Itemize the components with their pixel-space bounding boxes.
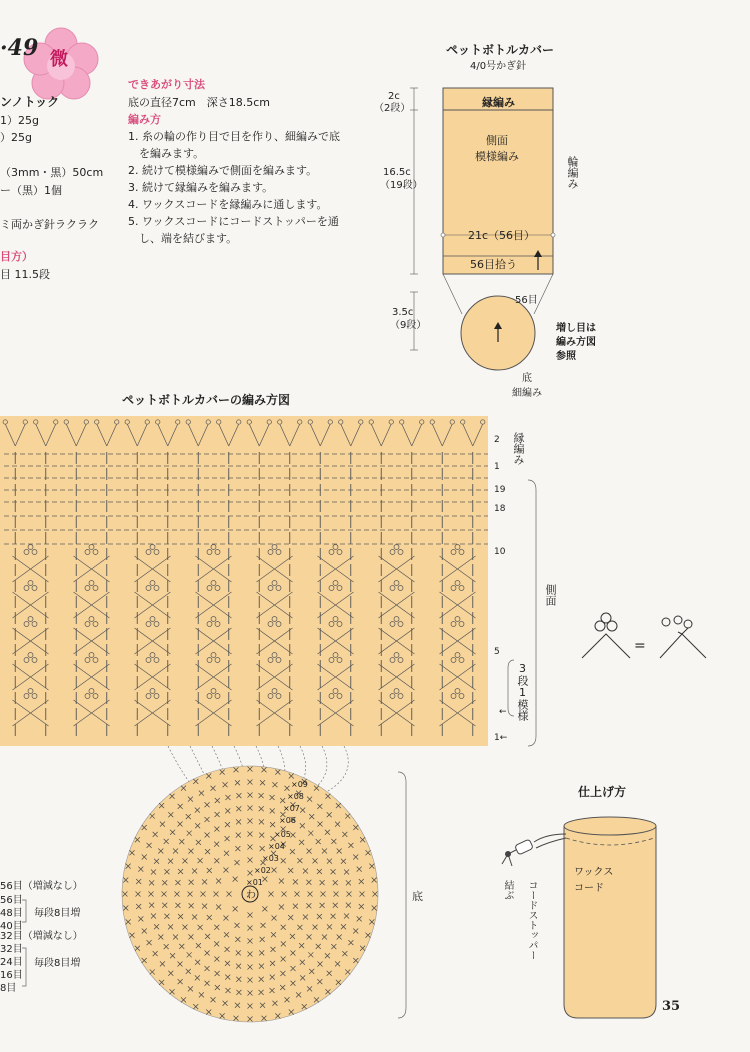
page-number: 35 bbox=[662, 999, 681, 1014]
row-arrow: ← bbox=[499, 707, 507, 717]
dim-16-5c: 16.5c bbox=[383, 167, 411, 178]
symbol-legend bbox=[578, 612, 718, 672]
stitch-count: 56目 bbox=[0, 895, 23, 906]
bottom-bracket bbox=[396, 770, 410, 1020]
increase-note: 編み方図 bbox=[556, 337, 596, 348]
stitch-count: 48目 bbox=[0, 908, 23, 919]
round-label: ×08 bbox=[287, 792, 304, 801]
dim-3-5c: 3.5c bbox=[392, 307, 414, 318]
round-label: ×02 bbox=[254, 866, 271, 875]
knitting-chart bbox=[0, 416, 488, 746]
stitch-count: 16目 bbox=[0, 970, 23, 981]
finishing-title: 仕上げ方 bbox=[578, 785, 627, 799]
stitch-count: 40目 bbox=[0, 921, 23, 932]
row-label: 18 bbox=[494, 504, 506, 514]
row-label: 1 bbox=[494, 462, 500, 472]
schematic-hook: 4/0号かぎ針 bbox=[470, 61, 527, 72]
step-line: 4. ワックスコードを縁編みに通します。 bbox=[128, 198, 328, 211]
yarn-name: ンノトック bbox=[0, 95, 60, 109]
schematic-bottom-label: 底 bbox=[522, 373, 532, 384]
bottom-stitch-count: 56目 bbox=[515, 295, 538, 306]
gauge-value: 目 11.5段 bbox=[0, 268, 50, 281]
yarn-color-1: 1）25g bbox=[0, 114, 39, 127]
round-label: ×05 bbox=[274, 830, 291, 839]
row-label: 1← bbox=[494, 733, 508, 743]
step-line: を編みます。 bbox=[128, 147, 205, 160]
stitch-count: 24目 bbox=[0, 957, 23, 968]
size-heading: できあがり寸法 bbox=[128, 78, 205, 91]
gauge-heading: 目方） bbox=[0, 250, 33, 263]
schematic-pattern-label: 模様編み bbox=[475, 150, 519, 163]
wax-cord-label: コード bbox=[574, 883, 604, 894]
bottom-round-chart bbox=[110, 746, 400, 1036]
row-label: 10 bbox=[494, 547, 506, 557]
chart-side-label: 側面 bbox=[544, 584, 557, 606]
row-label: 5 bbox=[494, 647, 500, 657]
yarn-color-2: ）25g bbox=[0, 131, 32, 144]
step-line: 1. 糸の輪の作り目で目を作り、細編みで底 bbox=[128, 130, 340, 143]
increase-note: 増し目は bbox=[556, 323, 596, 334]
chart-title: ペットボトルカバーの編み方図 bbox=[122, 393, 291, 407]
row-label: 19 bbox=[494, 485, 506, 495]
step-line: 2. 続けて模様編みで側面を編みます。 bbox=[128, 164, 318, 177]
step-line: 5. ワックスコードにコードストッパーを通 bbox=[128, 215, 339, 228]
schematic-width: 21c（56目） bbox=[468, 229, 536, 242]
step-line: し、端を結びます。 bbox=[128, 232, 238, 245]
round-label: ×04 bbox=[268, 842, 285, 851]
count-brackets bbox=[20, 898, 32, 994]
stitch-count: 56目（増減なし） bbox=[0, 881, 83, 892]
stitch-count: 32目（増減なし） bbox=[0, 931, 83, 942]
step-line: 3. 続けて縁編みを編みます。 bbox=[128, 181, 274, 194]
dim-2c-rows: （2段） bbox=[374, 103, 411, 114]
increase-note: 毎段8目増 bbox=[34, 908, 81, 919]
stopper-label: コードストッパー bbox=[526, 880, 537, 960]
round-label: ×03 bbox=[262, 854, 279, 863]
hook-spec: ミ両かぎ針ラクラク bbox=[0, 218, 99, 231]
schematic-pickup: 56目拾う bbox=[470, 258, 517, 271]
chart-pattern-label: 3段1模様 bbox=[516, 662, 529, 721]
schematic-ring-label: 輪編み bbox=[566, 156, 579, 189]
schematic-side-label: 側面 bbox=[486, 134, 508, 147]
stopper-spec: ー（黒）1個 bbox=[0, 184, 62, 197]
size-text: 底の直径7cm 深さ18.5cm bbox=[128, 96, 271, 109]
round-label: ×01 bbox=[246, 878, 263, 887]
finishing-diagram bbox=[494, 808, 674, 1024]
round-label: ×09 bbox=[291, 780, 308, 789]
round-label: ×06 bbox=[279, 816, 296, 825]
dim-16-5c-rows: （19段） bbox=[380, 180, 423, 191]
flower-label: 微 bbox=[50, 49, 68, 70]
row-label: 2 bbox=[494, 435, 500, 445]
stitch-count: 32目 bbox=[0, 944, 23, 955]
schematic-bottom-label: 細編み bbox=[512, 388, 542, 399]
wax-cord-spec: （3mm・黒）50cm bbox=[0, 166, 104, 179]
increase-note: 参照 bbox=[556, 351, 576, 362]
dim-3-5c-rows: （9段） bbox=[390, 320, 427, 331]
schematic-title: ペットボトルカバー bbox=[446, 43, 555, 57]
dim-2c: 2c bbox=[388, 91, 400, 102]
round-center-label: わ bbox=[246, 890, 256, 901]
round-label: ×07 bbox=[283, 804, 300, 813]
chart-edge-label: 縁編み bbox=[512, 432, 525, 465]
stitch-count: 8目 bbox=[0, 983, 17, 994]
method-heading: 編み方 bbox=[128, 113, 161, 126]
wax-cord-label: ワックス bbox=[574, 867, 614, 878]
increase-note: 毎段8目増 bbox=[34, 958, 81, 969]
knot-label: 結ぶ bbox=[502, 880, 513, 900]
symbol-equals: = bbox=[634, 638, 646, 654]
item-number: ·49 bbox=[0, 35, 39, 61]
schematic-edge-label: 縁編み bbox=[482, 96, 515, 109]
chart-bottom-label: 底 bbox=[412, 890, 423, 903]
